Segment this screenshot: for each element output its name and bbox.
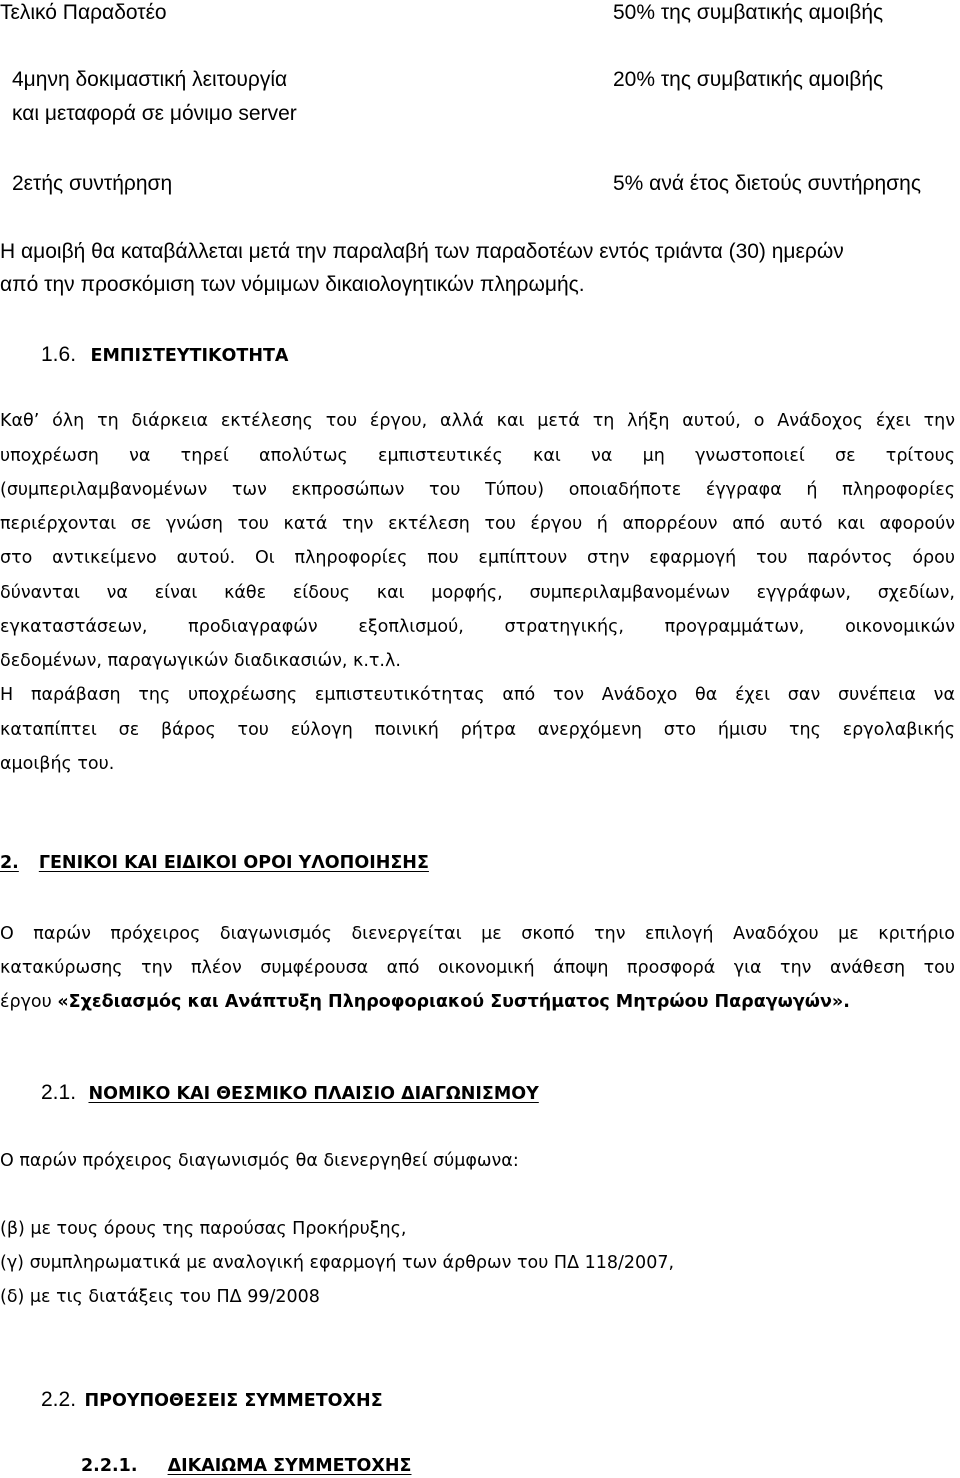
section-heading-2-1 bbox=[41, 1082, 539, 1104]
text-line: εγκαταστάσεων, προδιαγραφών εξοπλισμού, στρατηγικής, προγραμμάτων, οικονομικών bbox=[0, 617, 955, 637]
text-line: κατακύρωσης την πλέον συμφέρουσα από οικονομική άποψη προσφορά για την ανάθεση του bbox=[0, 958, 955, 978]
section-number: 2. bbox=[0, 853, 19, 873]
section-number: 2.1. bbox=[41, 1081, 77, 1104]
section-title: ΝΟΜΙΚΟ ΚΑΙ ΘΕΣΜΙΚΟ ΠΛΑΙΣΙΟ ΔΙΑΓΩΝΙΣΜΟΥ bbox=[88, 1084, 539, 1104]
text-line: στο αντικείμενο αυτού. Οι πληροφορίες που εμπίπτουν στην εφαρμογή του παρόντος όρου bbox=[0, 548, 955, 568]
schedule-amount: 20% της συμβατικής αμοιβής bbox=[613, 68, 884, 91]
section-number: 1.6. bbox=[41, 343, 77, 366]
text-line: Η παράβαση της υποχρέωσης εμπιστευτικότητας από τον Ανάδοχο θα έχει σαν συνέπεια να bbox=[0, 685, 955, 705]
text-line: καταπίπτει σε βάρος του εύλογη ποινική ρήτρα ανερχόμενη στο ήμισυ της εργολαβικής bbox=[0, 720, 955, 740]
text-line: Καθ’ όλη τη διάρκεια εκτέλεσης του έργου, αλλά και μετά τη λήξη αυτού, ο Ανάδοχος έχει την bbox=[0, 411, 955, 431]
project-title: «Σχεδιασμός και Ανάπτυξη Πληροφοριακού Συστήματος Μητρώου Παραγωγών». bbox=[57, 992, 850, 1012]
section-title: ΠΡΟΥΠΟΘΕΣΕΙΣ ΣΥΜΜΕΤΟΧΗΣ bbox=[84, 1391, 383, 1411]
text-line: υποχρέωση να τηρεί απολύτως εμπιστευτικές και να μη γνωστοποιεί σε τρίτους bbox=[0, 446, 955, 466]
section-heading-2 bbox=[0, 855, 429, 873]
list-item: (δ) με τις διατάξεις του ΠΔ 99/2008 bbox=[0, 1287, 320, 1307]
text-line: Ο παρών πρόχειρος διαγωνισμός διενεργείται με σκοπό την επιλογή Αναδόχου με κριτήριο bbox=[0, 924, 955, 944]
list-item: (γ) συμπληρωματικά με αναλογική εφαρμογή των άρθρων του ΠΔ 118/2007, bbox=[0, 1253, 675, 1273]
schedule-item: Τελικό Παραδοτέο bbox=[0, 1, 167, 24]
text-line: περιέρχονται σε γνώση του κατά την εκτέλεση του έργου ή απορρέουν από αυτό και αφορούν bbox=[0, 514, 955, 534]
schedule-item: 2ετής συντήρηση bbox=[12, 172, 173, 195]
section-number: 2.2. bbox=[41, 1388, 77, 1411]
schedule-item: 4μηνη δοκιμαστική λειτουργία bbox=[12, 68, 288, 91]
section-heading-1-6 bbox=[41, 344, 288, 366]
schedule-amount: 50% της συμβατικής αμοιβής bbox=[613, 1, 884, 24]
section-title: ΓΕΝΙΚΟΙ ΚΑΙ ΕΙΔΙΚΟΙ ΟΡΟΙ ΥΛΟΠΟΙΗΣΗΣ bbox=[38, 853, 429, 873]
text-prefix: έργου bbox=[0, 992, 58, 1012]
section-number: 2.2.1. bbox=[81, 1456, 138, 1476]
text-line: αμοιβής του. bbox=[0, 754, 115, 774]
text-line: από την προσκόμιση των νόμιμων δικαιολογητικών πληρωμής. bbox=[0, 273, 585, 296]
text-line: Η αμοιβή θα καταβάλλεται μετά την παραλαβή των παραδοτέων εντός τριάντα (30) ημερών bbox=[0, 240, 844, 263]
text-line: (συμπεριλαμβανομένων των εκπροσώπων του Τύπου) οποιαδήποτε έγγραφα ή πληροφορίες bbox=[0, 480, 955, 500]
text-line: Ο παρών πρόχειρος διαγωνισμός θα διενεργηθεί σύμφωνα: bbox=[0, 1151, 519, 1171]
text-line: δύνανται να είναι κάθε είδους και μορφής, συμπεριλαμβανομένων εγγράφων, σχεδίων, bbox=[0, 583, 955, 603]
list-item: (β) με τους όρους της παρούσας Προκήρυξης, bbox=[0, 1219, 407, 1239]
section-title: ΔΙΚΑΙΩΜΑ ΣΥΜΜΕΤΟΧΗΣ bbox=[167, 1456, 412, 1476]
section-heading-2-2-1 bbox=[81, 1458, 412, 1476]
text-line: δεδομένων, παραγωγικών διαδικασιών, κ.τ.λ. bbox=[0, 651, 401, 671]
section-heading-2-2 bbox=[41, 1389, 383, 1411]
schedule-item: και μεταφορά σε μόνιμο server bbox=[12, 102, 297, 125]
schedule-amount: 5% ανά έτος διετούς συντήρησης bbox=[613, 172, 921, 195]
section-title: ΕΜΠΙΣΤΕΥΤΙΚΟΤΗΤΑ bbox=[90, 346, 289, 366]
text-line bbox=[0, 994, 850, 1012]
